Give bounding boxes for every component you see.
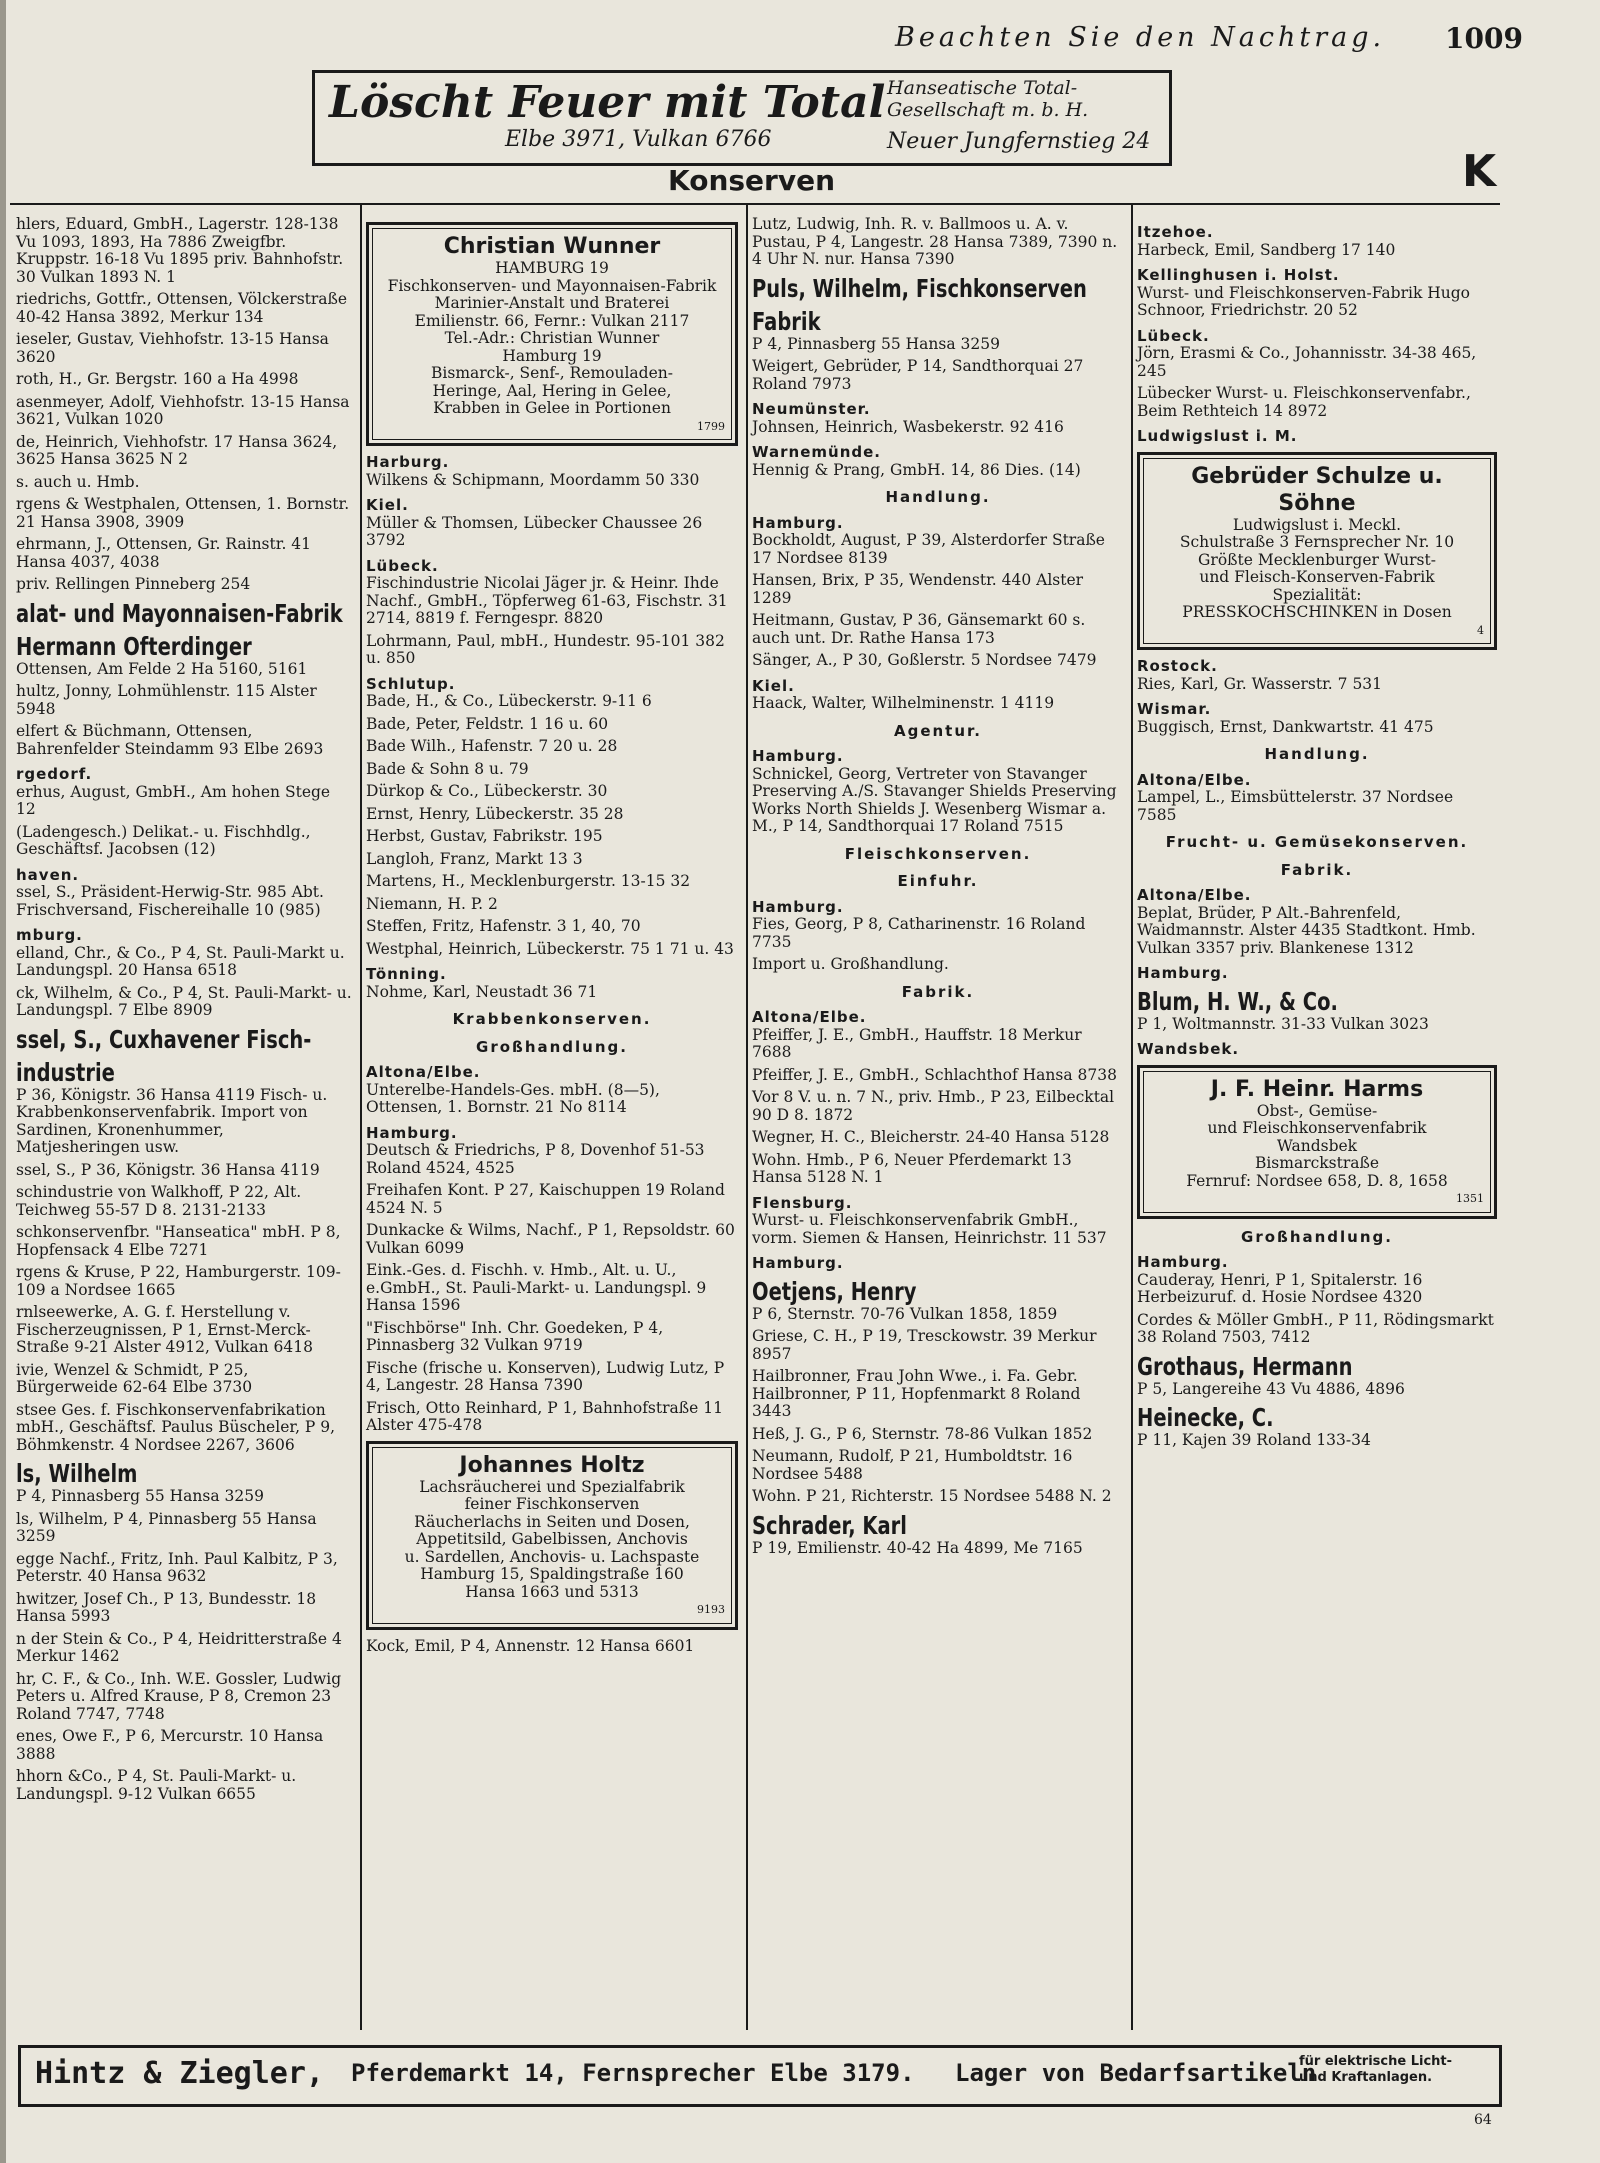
directory-entry: Vor 8 V. u. n. 7 N., priv. Hmb., P 23, Eilbecktal 90 D 8. 1872 bbox=[752, 1088, 1115, 1124]
directory-entry: Ottensen, Am Felde 2 Ha 5160, 5161 bbox=[16, 659, 308, 678]
bold-entry-name: ls, Wilhelm bbox=[16, 1459, 138, 1488]
directory-entry: de, Heinrich, Viehhofstr. 17 Hansa 3624, 3625 Hansa 3625 N 2 bbox=[16, 432, 338, 468]
directory-entry: Fische (frische u. Konserven), Ludwig Lutz, P 4, Langestr. 28 Hansa 7390 bbox=[366, 1358, 725, 1394]
place-heading: rgedorf. bbox=[16, 765, 93, 783]
directory-entry: enes, Owe F., P 6, Mercurstr. 10 Hansa 3888 bbox=[16, 1727, 324, 1763]
directory-entry: ssel, S., Präsident-Herwig-Str. 985 Abt. Frischversand, Fischereihalle 10 (985) bbox=[16, 883, 324, 919]
directory-entry: Heitmann, Gustav, P 36, Gänsemarkt 60 s. auch unt. Dr. Rathe Hansa 173 bbox=[752, 611, 1086, 647]
directory-entry: Weigert, Gebrüder, P 14, Sandthorquai 27 Roland 7973 bbox=[752, 357, 1084, 393]
category-heading: Fabrik. bbox=[901, 982, 975, 1001]
directory-entry: Müller & Thomsen, Lübecker Chaussee 26 3792 bbox=[366, 513, 703, 549]
place-heading: Flensburg. bbox=[752, 1193, 853, 1212]
directory-entry: elfert & Büchmann, Ottensen, Bahrenfelder Steindamm 93 Elbe 2693 bbox=[16, 722, 324, 758]
display-advertisement bbox=[1137, 452, 1497, 651]
directory-entry: Jörn, Erasmi & Co., Johannisstr. 34-38 465, 245 bbox=[1137, 344, 1477, 380]
directory-entry: Pfeiffer, J. E., GmbH., Schlachthof Hansa 8738 bbox=[752, 1065, 1117, 1084]
directory-entry: Heß, J. G., P 6, Sternstr. 78-86 Vulkan 1852 bbox=[752, 1424, 1093, 1443]
advertisement-line: Tel.-Adr.: Christian Wunner bbox=[444, 329, 660, 347]
place-heading: Itzehoe. bbox=[1137, 223, 1214, 241]
running-header bbox=[0, 22, 1600, 62]
advertisement-code: 1351 bbox=[1456, 1192, 1484, 1205]
advertisement-title: Gebrüder Schulze u. Söhne bbox=[1191, 463, 1443, 516]
bold-entry-name: ssel, S., Cuxhavener Fisch- bbox=[16, 1024, 312, 1054]
directory-entry: P 36, Königstr. 36 Hansa 4119 Fisch- u. Krabbenkonservenfabrik. Import von Sardinen, Kronenhummer, Matjesheringen usw. bbox=[16, 1085, 328, 1156]
directory-entry: elland, Chr., & Co., P 4, St. Pauli-Markt u. Landungspl. 20 Hansa 6518 bbox=[16, 943, 345, 979]
directory-entry: Nohme, Karl, Neustadt 36 71 bbox=[366, 982, 598, 1001]
place-heading: Hamburg. bbox=[752, 747, 844, 765]
directory-entry: Hailbronner, Frau John Wwe., i. Fa. Gebr. Hailbronner, P 11, Hopfenmarkt 8 Roland 3443 bbox=[752, 1367, 1081, 1420]
index-letter: K bbox=[1462, 146, 1497, 197]
place-heading: Warnemünde. bbox=[752, 443, 881, 461]
advertisement-line: Ludwigslust i. Meckl. bbox=[1232, 515, 1402, 534]
advertisement-line: HAMBURG 19 bbox=[495, 259, 609, 277]
place-heading: Schlutup. bbox=[366, 674, 456, 693]
directory-entry: Wegner, H. C., Bleicherstr. 24-40 Hansa 5128 bbox=[752, 1128, 1110, 1146]
column-rule-2 bbox=[746, 205, 748, 2030]
directory-entry: Buggisch, Ernst, Dankwartstr. 41 475 bbox=[1137, 717, 1434, 736]
directory-entry: ivie, Wenzel & Schmidt, P 25, Bürgerweide 62-64 Elbe 3730 bbox=[16, 1360, 253, 1396]
directory-entry: Bade, H., & Co., Lübeckerstr. 9-11 6 bbox=[366, 692, 652, 710]
directory-entry: Import u. Großhandlung. bbox=[752, 955, 949, 973]
place-heading: Kiel. bbox=[366, 496, 409, 514]
directory-entry: Frisch, Otto Reinhard, P 1, Bahnhofstraße 11 Alster 475-478 bbox=[366, 1398, 723, 1434]
place-heading: Lübeck. bbox=[1137, 326, 1210, 345]
advertisement-line: Fernruf: Nordsee 658, D. 8, 1658 bbox=[1186, 1171, 1448, 1190]
directory-entry: riedrichs, Gottfr., Ottensen, Völckerstraße 40-42 Hansa 3892, Merkur 134 bbox=[16, 290, 348, 326]
directory-entry: Wurst- u. Fleischkonservenfabrik GmbH., vorm. Siemen & Hansen, Heinrichstr. 11 537 bbox=[752, 1211, 1107, 1247]
bold-entry-name: alat- und Mayonnaisen-Fabrik bbox=[16, 598, 343, 628]
header-rule bbox=[10, 203, 1500, 205]
advertisement-line: und Fleisch-Konserven-Fabrik bbox=[1199, 568, 1435, 586]
directory-entry: P 6, Sternstr. 70-76 Vulkan 1858, 1859 bbox=[752, 1304, 1058, 1323]
top-advertisement bbox=[312, 70, 1172, 166]
advertisement-line: Emilienstr. 66, Fernr.: Vulkan 2117 bbox=[414, 311, 690, 330]
advertisement-line: Heringe, Aal, Hering in Gelee, bbox=[432, 381, 672, 400]
directory-entry: n der Stein & Co., P 4, Heidritterstraße 4 Merkur 1462 bbox=[16, 1629, 342, 1665]
category-heading: Fabrik. bbox=[1280, 860, 1354, 879]
advertisement-title: Johannes Holtz bbox=[459, 1452, 645, 1478]
directory-entry: Dürkop & Co., Lübeckerstr. 30 bbox=[366, 782, 608, 800]
directory-entry: Neumann, Rudolf, P 21, Humboldtstr. 16 Nordsee 5488 bbox=[752, 1447, 1073, 1483]
directory-entry: egge Nachf., Fritz, Inh. Paul Kalbitz, P 3, Peterstr. 40 Hansa 9632 bbox=[16, 1549, 338, 1585]
directory-entry: Pfeiffer, J. E., GmbH., Hauffstr. 18 Merkur 7688 bbox=[752, 1025, 1082, 1061]
top-ad-phones: Elbe 3971, Vulkan 6766 bbox=[505, 127, 772, 152]
bold-entry-name: Grothaus, Hermann bbox=[1137, 1351, 1353, 1381]
directory-entry: Deutsch & Friedrichs, P 8, Dovenhof 51-53 Roland 4524, 4525 bbox=[366, 1141, 705, 1177]
directory-entry: hultz, Jonny, Lohmühlenstr. 115 Alster 5948 bbox=[16, 682, 317, 718]
directory-entry: Schnickel, Georg, Vertreter von Stavanger Preserving A./S. Stavanger Shields Preserving Works North Shields J. Wesenberg Wismar a. M., P 14, Sandthorquai 17 Roland 7515 bbox=[752, 764, 1117, 835]
advertisement-code: 9193 bbox=[697, 1603, 725, 1616]
directory-entry: Ernst, Henry, Lübeckerstr. 35 28 bbox=[366, 804, 624, 823]
category-heading: Einfuhr. bbox=[897, 872, 979, 890]
directory-entry: Langloh, Franz, Markt 13 3 bbox=[366, 849, 583, 868]
directory-entry: Fischindustrie Nicolai Jäger jr. & Heinr. Ihde Nachf., GmbH., Töpferweg 61-63, Fischstr. 31 2714, 8819 f. Ferngespr. 8820 bbox=[366, 574, 728, 627]
bold-entry-name: industrie bbox=[16, 1057, 115, 1087]
advertisement-line: Räucherlachs in Seiten und Dosen, bbox=[414, 1512, 690, 1531]
bottom-ad-name: Hintz & Ziegler, bbox=[35, 2056, 324, 2091]
category-heading: Fleischkonserven. bbox=[844, 844, 1032, 863]
directory-entry: Lübecker Wurst- u. Fleischkonservenfabr., Beim Rethteich 14 8972 bbox=[1137, 384, 1471, 420]
place-heading: Altona/Elbe. bbox=[366, 1063, 481, 1081]
directory-entry: (Ladengesch.) Delikat.- u. Fischhdlg., Geschäftsf. Jacobsen (12) bbox=[16, 822, 311, 858]
directory-entry: roth, H., Gr. Bergstr. 160 a Ha 4998 bbox=[16, 370, 299, 388]
directory-entry: Niemann, H. P. 2 bbox=[366, 894, 498, 913]
place-heading: Ludwigslust i. M. bbox=[1137, 427, 1298, 445]
category-heading: Handlung. bbox=[885, 488, 991, 506]
directory-entry: Beplat, Brüder, P Alt.-Bahrenfeld, Waidmannstr. Alster 4435 Stadtkont. Hmb. Vulkan 3357 priv. Blankenese 1312 bbox=[1137, 903, 1476, 957]
place-heading: Rostock. bbox=[1137, 657, 1218, 675]
place-heading: Neumünster. bbox=[752, 400, 871, 418]
column-1 bbox=[16, 216, 352, 1808]
advertisement-line: Marinier-Anstalt und Braterei bbox=[434, 294, 670, 312]
directory-entry: P 19, Emilienstr. 40-42 Ha 4899, Me 7165 bbox=[752, 1538, 1083, 1557]
directory-entry: Bade & Sohn 8 u. 79 bbox=[366, 759, 529, 778]
directory-entry: ehrmann, J., Ottensen, Gr. Rainstr. 41 Hansa 4037, 4038 bbox=[16, 535, 312, 571]
directory-entry: Harbeck, Emil, Sandberg 17 140 bbox=[1137, 240, 1396, 259]
place-heading: Hamburg. bbox=[366, 1123, 458, 1142]
directory-entry: Wohn. Hmb., P 6, Neuer Pferdemarkt 13 Hansa 5128 N. 1 bbox=[752, 1150, 1072, 1186]
display-advertisement bbox=[366, 222, 738, 446]
category-heading: Agentur. bbox=[893, 721, 982, 740]
directory-entry: Kock, Emil, P 4, Annenstr. 12 Hansa 6601 bbox=[366, 1636, 695, 1655]
directory-entry: Bade Wilh., Hafenstr. 7 20 u. 28 bbox=[366, 737, 618, 755]
directory-entry: Sänger, A., P 30, Goßlerstr. 5 Nordsee 7479 bbox=[752, 651, 1097, 669]
place-heading: Lübeck. bbox=[366, 556, 439, 575]
directory-entry: ls, Wilhelm, P 4, Pinnasberg 55 Hansa 3259 bbox=[16, 1509, 317, 1545]
directory-entry: Herbst, Gustav, Fabrikstr. 195 bbox=[366, 827, 603, 845]
place-heading: Hamburg. bbox=[752, 513, 844, 532]
bold-entry-name: Oetjens, Henry bbox=[752, 1276, 917, 1306]
column-4 bbox=[1137, 216, 1497, 1455]
directory-entry: Hansen, Brix, P 35, Wendenstr. 440 Alster 1289 bbox=[752, 571, 1084, 607]
directory-entry: rnlseewerke, A. G. f. Herstellung v. Fischerzeugnissen, P 1, Ernst-Merck-Straße 9-21 Alster 4912, Vulkan 6418 bbox=[16, 1303, 313, 1356]
directory-entry: Lohrmann, Paul, mbH., Hundestr. 95-101 382 u. 850 bbox=[366, 631, 725, 667]
place-heading: Altona/Elbe. bbox=[1137, 770, 1252, 789]
directory-entry: P 5, Langereihe 43 Vu 4886, 4896 bbox=[1137, 1379, 1405, 1398]
directory-entry: Bockholdt, August, P 39, Alsterdorfer Straße 17 Nordsee 8139 bbox=[752, 531, 1105, 567]
directory-entry: Johnsen, Heinrich, Wasbekerstr. 92 416 bbox=[752, 417, 1064, 436]
directory-entry: asenmeyer, Adolf, Viehhofstr. 13-15 Hansa 3621, Vulkan 1020 bbox=[16, 392, 350, 428]
directory-entry: Ries, Karl, Gr. Wasserstr. 7 531 bbox=[1137, 674, 1383, 693]
directory-entry: Griese, C. H., P 19, Tresckowstr. 39 Merkur 8957 bbox=[752, 1327, 1097, 1363]
place-heading: Hamburg. bbox=[752, 1254, 844, 1272]
directory-entry: P 1, Woltmannstr. 31-33 Vulkan 3023 bbox=[1137, 1014, 1429, 1033]
directory-entry: ssel, S., P 36, Königstr. 36 Hansa 4119 bbox=[16, 1160, 320, 1179]
category-heading: Krabbenkonserven. bbox=[452, 1010, 652, 1028]
advertisement-line: Hamburg 19 bbox=[502, 346, 602, 365]
advertisement-line: Hamburg 15, Spaldingstraße 160 bbox=[420, 1565, 684, 1583]
advertisement-code: 4 bbox=[1477, 623, 1484, 637]
place-heading: Kiel. bbox=[752, 676, 795, 695]
printer-signature: 64 bbox=[1474, 2112, 1492, 2128]
advertisement-line: Größte Mecklenburger Wurst- bbox=[1198, 550, 1436, 569]
directory-entry: Hennig & Prang, GmbH. 14, 86 Dies. (14) bbox=[752, 460, 1081, 479]
directory-entry: Freihafen Kont. P 27, Kaischuppen 19 Roland 4524 N. 5 bbox=[366, 1181, 725, 1217]
place-heading: Tönning. bbox=[366, 965, 447, 983]
bottom-ad-small-1: für elektrische Licht- bbox=[1299, 2054, 1453, 2069]
directory-entry: P 4, Pinnasberg 55 Hansa 3259 bbox=[16, 1487, 264, 1505]
directory-entry: Westphal, Heinrich, Lübeckerstr. 75 1 71 u. 43 bbox=[366, 939, 734, 958]
directory-entry: Dunkacke & Wilms, Nachf., P 1, Repsoldstr. 60 Vulkan 6099 bbox=[366, 1221, 735, 1257]
advertisement-line: PRESSKOCHSCHINKEN in Dosen bbox=[1182, 603, 1452, 621]
directory-entry: Wurst- und Fleischkonserven-Fabrik Hugo Schnoor, Friedrichstr. 20 52 bbox=[1137, 283, 1471, 319]
place-heading: Hamburg. bbox=[1137, 964, 1229, 982]
advertisement-line: Krabben in Gelee in Portionen bbox=[433, 399, 671, 417]
bold-entry-name: Fabrik bbox=[752, 306, 821, 336]
directory-entry: Lutz, Ludwig, Inh. R. v. Ballmoos u. A. v. Pustau, P 4, Langestr. 28 Hansa 7389, 7390 n. 4 Uhr N. nur. Hansa 7390 bbox=[752, 215, 1118, 268]
directory-entry: erhus, August, GmbH., Am hohen Stege 12 bbox=[16, 782, 331, 818]
directory-entry: P 11, Kajen 39 Roland 133-34 bbox=[1137, 1431, 1371, 1449]
top-ad-company: Hanseatische Total-Gesellschaft m. b. H. bbox=[887, 77, 1089, 121]
advertisement-frame bbox=[372, 228, 732, 440]
place-heading: Harburg. bbox=[366, 453, 450, 471]
advertisement-line: Bismarck-, Senf-, Remouladen- bbox=[431, 364, 673, 382]
directory-entry: hhorn &Co., P 4, St. Pauli-Markt- u. Landungspl. 9-12 Vulkan 6655 bbox=[16, 1767, 297, 1803]
directory-entry: ck, Wilhelm, & Co., P 4, St. Pauli-Markt- u. Landungspl. 7 Elbe 8909 bbox=[16, 983, 352, 1019]
place-heading: haven. bbox=[16, 865, 80, 884]
advertisement-code: 1799 bbox=[697, 419, 725, 433]
column-2 bbox=[366, 216, 738, 1660]
advertisement-line: Bismarckstraße bbox=[1254, 1154, 1380, 1172]
place-heading: Wismar. bbox=[1137, 700, 1212, 718]
place-heading: Wandsbek. bbox=[1137, 1040, 1240, 1058]
advertisement-line: Hansa 1663 und 5313 bbox=[465, 1582, 639, 1601]
directory-entry: stsee Ges. f. Fischkonservenfabrikation mbH., Geschäftsf. Paulus Büscheler, P 9, Böhmkenstr. 4 Nordsee 2267, 3606 bbox=[16, 1400, 336, 1454]
directory-entry: Lampel, L., Eimsbüttelerstr. 37 Nordsee 7585 bbox=[1137, 788, 1454, 824]
directory-entry: P 4, Pinnasberg 55 Hansa 3259 bbox=[752, 334, 1000, 353]
directory-entry: hr, C. F., & Co., Inh. W.E. Gossler, Ludwig Peters u. Alfred Krause, P 8, Cremon 23 Roland 7747, 7748 bbox=[16, 1669, 342, 1723]
directory-entry: hlers, Eduard, GmbH., Lagerstr. 128-138 Vu 1093, 1893, Ha 7886 Zweigfbr. Kruppstr. 16-18 Vu 1895 priv. Bahnhofstr. 30 Vulkan 1893 N. 1 bbox=[16, 215, 344, 286]
directory-entry: Cordes & Möller GmbH., P 11, Rödingsmarkt 38 Roland 7503, 7412 bbox=[1137, 1310, 1494, 1346]
directory-entry: "Fischbörse" Inh. Chr. Goedeken, P 4, Pinnasberg 32 Vulkan 9719 bbox=[366, 1318, 664, 1354]
category-heading: Handlung. bbox=[1264, 745, 1370, 763]
bold-entry-name: Puls, Wilhelm, Fischkonserven bbox=[752, 273, 1087, 303]
advertisement-line: und Fleischkonservenfabrik bbox=[1207, 1119, 1427, 1137]
directory-entry: Fies, Georg, P 8, Catharinenstr. 16 Roland 7735 bbox=[752, 915, 1086, 951]
directory-entry: Martens, H., Mecklenburgerstr. 13-15 32 bbox=[366, 872, 691, 890]
directory-entry: rgens & Westphalen, Ottensen, 1. Bornstr. 21 Hansa 3908, 3909 bbox=[16, 495, 350, 531]
place-heading: Hamburg. bbox=[1137, 1253, 1229, 1271]
directory-entry: Steffen, Fritz, Hafenstr. 3 1, 40, 70 bbox=[366, 917, 641, 935]
bold-entry-name: Hermann Ofterdinger bbox=[16, 631, 252, 661]
advertisement-frame bbox=[1143, 458, 1491, 645]
column-3 bbox=[752, 216, 1124, 1562]
advertisement-line: feiner Fischkonserven bbox=[464, 1495, 640, 1513]
top-ad-address: Neuer Jungfernstieg 24 bbox=[887, 129, 1151, 154]
header-note: Beachten Sie den Nachtrag. bbox=[895, 22, 1386, 53]
place-heading: Kellinghusen i. Holst. bbox=[1137, 266, 1340, 284]
top-ad-slogan: Löscht Feuer mit Total bbox=[329, 77, 886, 128]
bottom-advertisement bbox=[18, 2045, 1502, 2107]
advertisement-line: Schulstraße 3 Fernsprecher Nr. 10 bbox=[1179, 533, 1455, 551]
section-title: Konserven bbox=[668, 164, 836, 197]
directory-entry: rgens & Kruse, P 22, Hamburgerstr. 109-109 a Nordsee 1665 bbox=[16, 1263, 341, 1299]
advertisement-line: Fischkonserven- und Mayonnaisen-Fabrik bbox=[387, 276, 717, 295]
place-heading: Altona/Elbe. bbox=[752, 1008, 867, 1026]
directory-entry: s. auch u. Hmb. bbox=[16, 472, 140, 491]
directory-entry: schindustrie von Walkhoff, P 22, Alt. Teichweg 55-57 D 8. 2131-2133 bbox=[16, 1183, 302, 1219]
directory-entry: Haack, Walter, Wilhelminenstr. 1 4119 bbox=[752, 694, 1055, 712]
directory-entry: priv. Rellingen Pinneberg 254 bbox=[16, 575, 251, 593]
column-rule-3 bbox=[1131, 205, 1133, 2030]
directory-entry: Eink.-Ges. d. Fischh. v. Hmb., Alt. u. U., e.GmbH., St. Pauli-Markt- u. Landungspl. 9 Hansa 1596 bbox=[366, 1261, 707, 1314]
display-advertisement bbox=[1137, 1065, 1497, 1219]
category-heading: Frucht- u. Gemüsekonserven. bbox=[1165, 833, 1469, 851]
bottom-ad-small-2: und Kraftanlagen. bbox=[1299, 2070, 1433, 2085]
advertisement-line: Wandsbek bbox=[1276, 1136, 1358, 1155]
advertisement-line: Appetitsild, Gabelbissen, Anchovis bbox=[416, 1530, 688, 1548]
advertisement-frame bbox=[1143, 1071, 1491, 1213]
place-heading: Altona/Elbe. bbox=[1137, 886, 1252, 904]
directory-entry: Wohn. P 21, Richterstr. 15 Nordsee 5488 N. 2 bbox=[752, 1487, 1112, 1505]
directory-entry: schkonservenfbr. "Hanseatica" mbH. P 8, Hopfensack 4 Elbe 7271 bbox=[16, 1223, 341, 1259]
category-heading: Großhandlung. bbox=[1241, 1227, 1393, 1246]
advertisement-line: u. Sardellen, Anchovis- u. Lachspaste bbox=[404, 1547, 700, 1566]
directory-entry: Bade, Peter, Feldstr. 1 16 u. 60 bbox=[366, 714, 609, 733]
place-heading: mburg. bbox=[16, 926, 83, 944]
display-advertisement bbox=[366, 1441, 738, 1630]
page-number: 1009 bbox=[1445, 22, 1523, 55]
advertisement-line: Obst-, Gemüse- bbox=[1256, 1101, 1378, 1120]
bold-entry-name: Blum, H. W., & Co. bbox=[1137, 986, 1338, 1016]
advertisement-title: J. F. Heinr. Harms bbox=[1210, 1076, 1424, 1102]
directory-entry: Cauderay, Henri, P 1, Spitalerstr. 16 Herbeizuruf. d. Hosie Nordsee 4320 bbox=[1137, 1270, 1423, 1306]
advertisement-line: Lachsräucherei und Spezialfabrik bbox=[419, 1477, 685, 1496]
advertisement-line: Spezialität: bbox=[1272, 585, 1362, 604]
bold-entry-name: Schrader, Karl bbox=[752, 1510, 907, 1540]
bold-entry-name: Heinecke, C. bbox=[1137, 1403, 1274, 1432]
directory-entry: hwitzer, Josef Ch., P 13, Bundesstr. 18 Hansa 5993 bbox=[16, 1589, 317, 1625]
column-rule-1 bbox=[360, 205, 362, 2030]
bottom-ad-address: Pferdemarkt 14, Fernsprecher Elbe 3179. bbox=[351, 2059, 915, 2087]
page-margin-shadow bbox=[0, 0, 6, 2163]
advertisement-frame bbox=[372, 1447, 732, 1624]
directory-entry: ieseler, Gustav, Viehhofstr. 13-15 Hansa 3620 bbox=[16, 330, 329, 366]
advertisement-title: Christian Wunner bbox=[443, 234, 661, 259]
category-heading: Großhandlung. bbox=[476, 1037, 628, 1056]
bottom-ad-stock: Lager von Bedarfsartikeln bbox=[955, 2059, 1317, 2087]
directory-entry: Unterelbe-Handels-Ges. mbH. (8—5), Ottensen, 1. Bornstr. 21 No 8114 bbox=[366, 1080, 660, 1116]
directory-entry: Wilkens & Schipmann, Moordamm 50 330 bbox=[366, 470, 700, 489]
place-heading: Hamburg. bbox=[752, 897, 844, 916]
